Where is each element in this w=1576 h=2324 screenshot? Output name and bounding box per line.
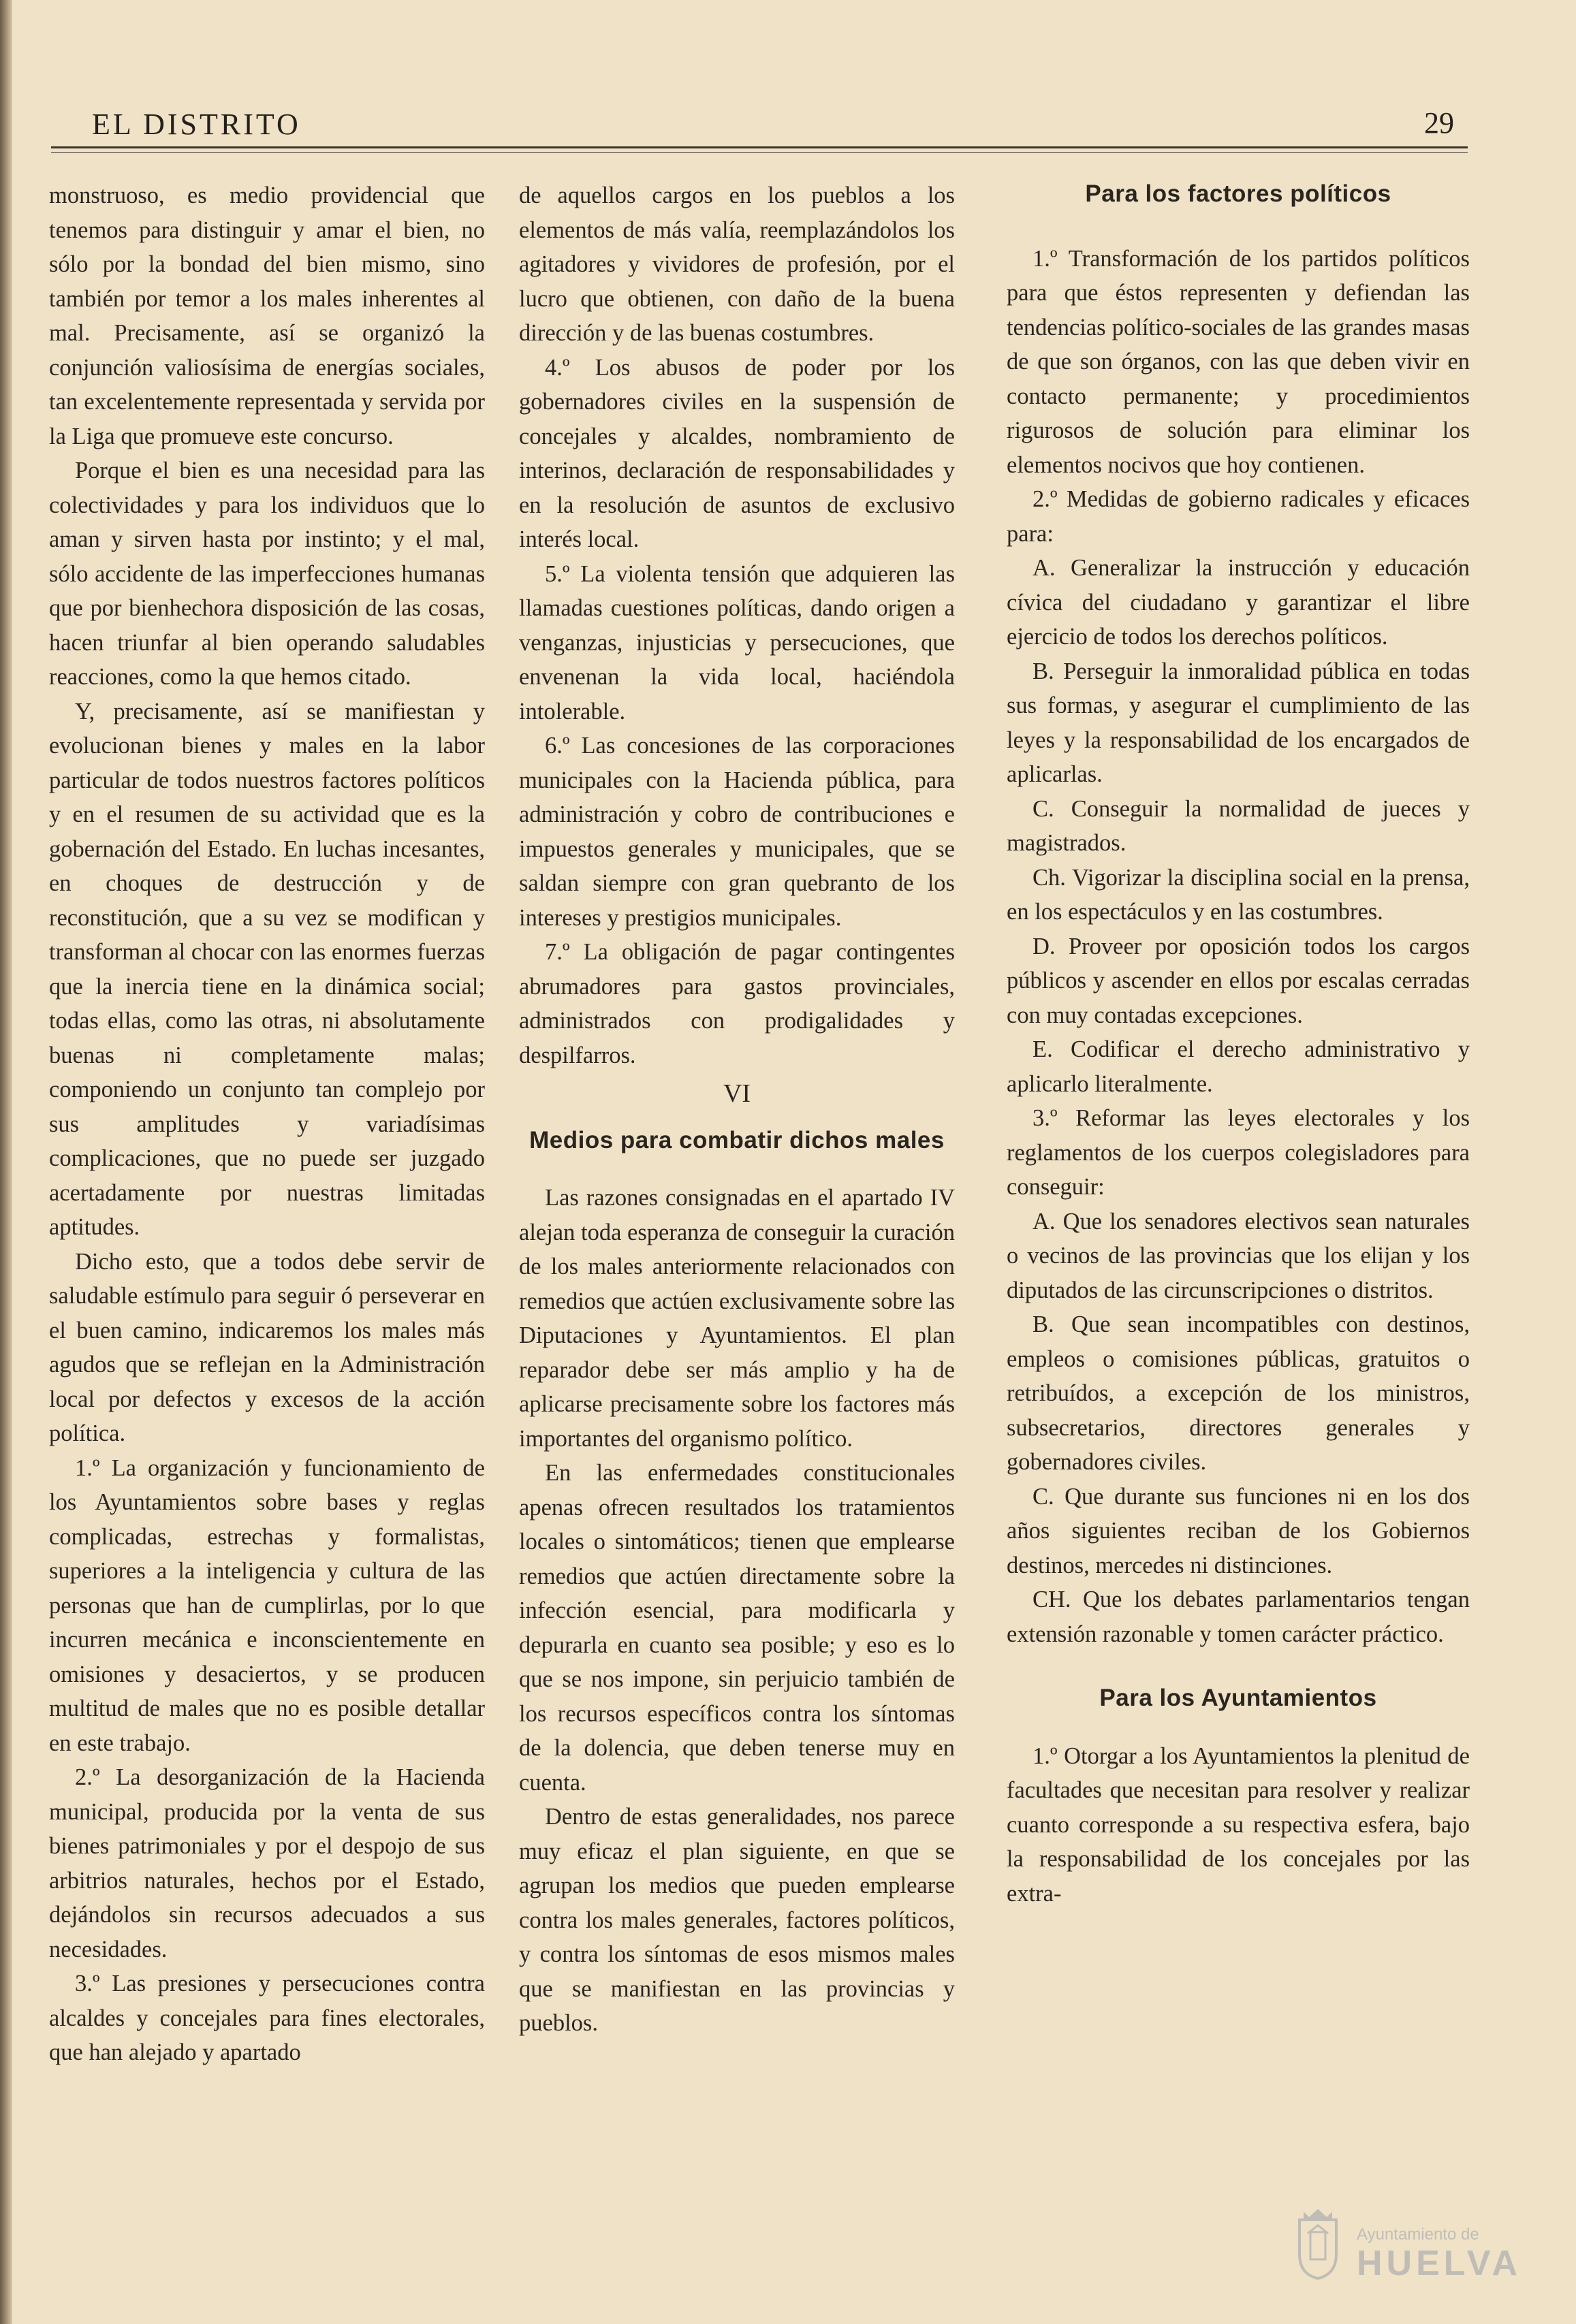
paragraph: 1.º Otorgar a los Ayuntamientos la plenitud de facultades que necesitan para resolver y realizar cuanto corresponde a su respectiva esfera, bajo la responsabilidad de los concejales por las extra- [1007, 1742, 1470, 1907]
section-heading: Para los Ayuntamientos [1099, 1685, 1377, 1711]
watermark-logo [1294, 2199, 1522, 2295]
paragraph: 6.º Las concesiones de las corporaciones municipales con la Hacienda pública, para administración y cobro de contribuciones e impuestos generales y municipales, que se saldan siempre con gran quebranto de los intereses y prestigios municipales. [519, 733, 955, 931]
column-right [1007, 178, 1470, 1911]
paragraph: 1.º Transformación de los partidos políticos para que éstos representen y defiendan las tendencias político-sociales de las grandes masas de que son órganos, con las que deben vivir en contacto permanente; y procedimientos rigurosos de solución para eliminar los elementos nocivos que hoy contienen. [1007, 245, 1470, 478]
paragraph: 4.º Los abusos de poder por los gobernadores civiles en la suspensión de concejales y alcaldes, nombramiento de interinos, declaración de responsabilidades y en la resolución de asuntos de exclusivo interés local. [519, 354, 955, 552]
paragraph: de aquellos cargos en los pueblos a los elementos de más valía, reemplazándolos los agitadores y vividores de profesión, por el lucro que obtienen, con daño de la buena dirección y de las buenas costumbres. [519, 182, 955, 346]
header-rule-thin [51, 152, 1468, 153]
paragraph: 5.º La violenta tensión que adquieren las llamadas cuestiones políticas, dando origen a venganzas, injusticias y persecuciones, que envenenan la vida local, haciéndola intolerable. [519, 560, 955, 725]
paragraph: CH. Que los debates parlamentarios tengan extensión razonable y tomen carácter práctico. [1007, 1587, 1470, 1647]
paragraph: D. Proveer por oposición todos los cargos públicos y ascender en ellos por escalas cerradas con muy contadas excepciones. [1007, 933, 1470, 1028]
paragraph: Porque el bien es una necesidad para las colectividades y para los individuos que lo aman y sirven hasta por instinto; y el mal, sólo accidente de las imperfecciones humanas que por bienhechora disposición de las cosas, hacen triunfar al bien operando saludables reacciones, como la que hemos citado. [49, 458, 485, 690]
paragraph: 2.º Medidas de gobierno radicales y eficaces para: [1007, 486, 1470, 547]
paragraph: Las razones consignadas en el apartado IV alejan toda esperanza de conseguir la curación de los males anteriormente relacionados con remedios que actúen exclusivamente sobre las Diputaciones y Ayuntamientos. El plan reparador debe ser más amplio y ha de aplicarse precisamente sobre los factores más importantes del organismo político. [519, 1185, 955, 1452]
paragraph: B. Que sean incompatibles con destinos, empleos o comisiones públicas, gratuitos o retribuídos, a excepción de los ministros, subsecretarios, directores generales y gobernadores civiles. [1007, 1311, 1470, 1475]
page-number: 29 [1424, 106, 1454, 140]
running-header [51, 106, 1468, 153]
column-middle [519, 178, 955, 2041]
paragraph: monstruoso, es medio providencial que tenemos para distinguir y amar el bien, no sólo por la bondad del bien mismo, sino también por temor a los males inherentes al mal. Precisamente, así se organizó la conjunción valiosísima de energías sociales, tan excelentemente representada y servida por la Liga que promueve este concurso. [49, 182, 485, 449]
section-heading: Para los factores políticos [1085, 180, 1391, 207]
watermark-line1: Ayuntamiento de [1357, 2225, 1479, 2244]
paragraph: C. Conseguir la normalidad de jueces y magistrados. [1007, 795, 1470, 856]
paragraph: Ch. Vigorizar la disciplina social en la prensa, en los espectáculos y en las costumbres. [1007, 864, 1470, 925]
paragraph: Y, precisamente, así se manifiestan y evolucionan bienes y males en la labor particular de todos nuestros factores políticos y en el resumen de su actividad que es la gobernación del Estado. En luchas incesantes, en choques de destrucción y de reconstitución, que a su vez se modifican y transforman al chocar con las enormes fuerzas que la inercia tiene en la dinámica social; todas ellas, como las otras, ni absolutamente buenas ni completamente malas; componiendo un conjunto tan complejo por sus amplitudes y variadísimas complicaciones, que no puede ser juzgado acertadamente por nuestras limitadas aptitudes. [49, 698, 485, 1240]
header-rule [51, 146, 1468, 148]
coat-of-arms-icon [1294, 2206, 1342, 2281]
paragraph: A. Generalizar la instrucción y educación cívica del ciudadano y garantizar el libre ejercicio de todos los derechos políticos. [1007, 555, 1470, 650]
page-binding-edge [0, 0, 12, 2324]
journal-title: EL DISTRITO [92, 108, 301, 141]
paragraph: B. Perseguir la inmoralidad pública en todas sus formas, y asegurar el cumplimiento de las leyes y la responsabilidad de los encargados de aplicarlas. [1007, 658, 1470, 787]
section-numeral: VI [723, 1079, 751, 1108]
watermark-line2: HUELVA [1357, 2244, 1522, 2283]
column-left [49, 178, 485, 2070]
paragraph: 1.º La organización y funcionamiento de los Ayuntamientos sobre bases y reglas complicadas, estrechas y formalistas, superiores a la inteligencia y cultura de las personas que han de cumplirlas, por lo que incurren mecánica e inconscientemente en omisiones y desaciertos, y se producen multitud de males que no es posible detallar en este trabajo. [49, 1454, 485, 1756]
section-heading: Medios para combatir dichos males [529, 1126, 945, 1153]
paragraph: A. Que los senadores electivos sean naturales o vecinos de las provincias que los elijan y los diputados de las circunscripciones o distritos. [1007, 1208, 1470, 1303]
paragraph: C. Que durante sus funciones ni en los dos años siguientes reciban de los Gobiernos destinos, mercedes ni distinciones. [1007, 1483, 1470, 1578]
paragraph: Dicho esto, que a todos debe servir de saludable estímulo para seguir ó perseverar en el buen camino, indicaremos los males más agudos que se reflejan en la Administración local por defectos y excesos de la acción política. [49, 1248, 485, 1446]
paragraph: 3.º Las presiones y persecuciones contra alcaldes y concejales para fines electorales, que han alejado y apartado [49, 1971, 485, 2065]
paragraph: 2.º La desorganización de la Hacienda municipal, producida por la venta de sus bienes patrimoniales y por el despojo de sus arbitrios naturales, hechos por el Estado, dejándolos sin recursos adecuados a sus necesidades. [49, 1764, 485, 1962]
paragraph: 7.º La obligación de pagar contingentes abrumadores para gastos provinciales, administrados con prodigalidades y despilfarros. [519, 939, 955, 1068]
paragraph: E. Codificar el derecho administrativo y aplicarlo literalmente. [1007, 1036, 1470, 1097]
paragraph: 3.º Reformar las leyes electorales y los reglamentos de los cuerpos colegisladores para conseguir: [1007, 1105, 1470, 1200]
paragraph: Dentro de estas generalidades, nos parece muy eficaz el plan siguiente, en que se agrupan los medios que pueden emplearse contra los males generales, factores políticos, y contra los síntomas de esos mismos males que se manifiestan en las provincias y pueblos. [519, 1804, 955, 2036]
spacer [1007, 1651, 1470, 1674]
paragraph: En las enfermedades constitucionales apenas ofrecen resultados los tratamientos locales o sintomáticos; tienen que emplearse remedios que actúen directamente sobre la infección esencial, para modificarla y depurarla en cuanto sea posible; y eso es lo que se nos impone, sin perjuicio también de los recursos específicos contra los síntomas de la dolencia, que deben tenerse muy en cuenta. [519, 1460, 955, 1796]
